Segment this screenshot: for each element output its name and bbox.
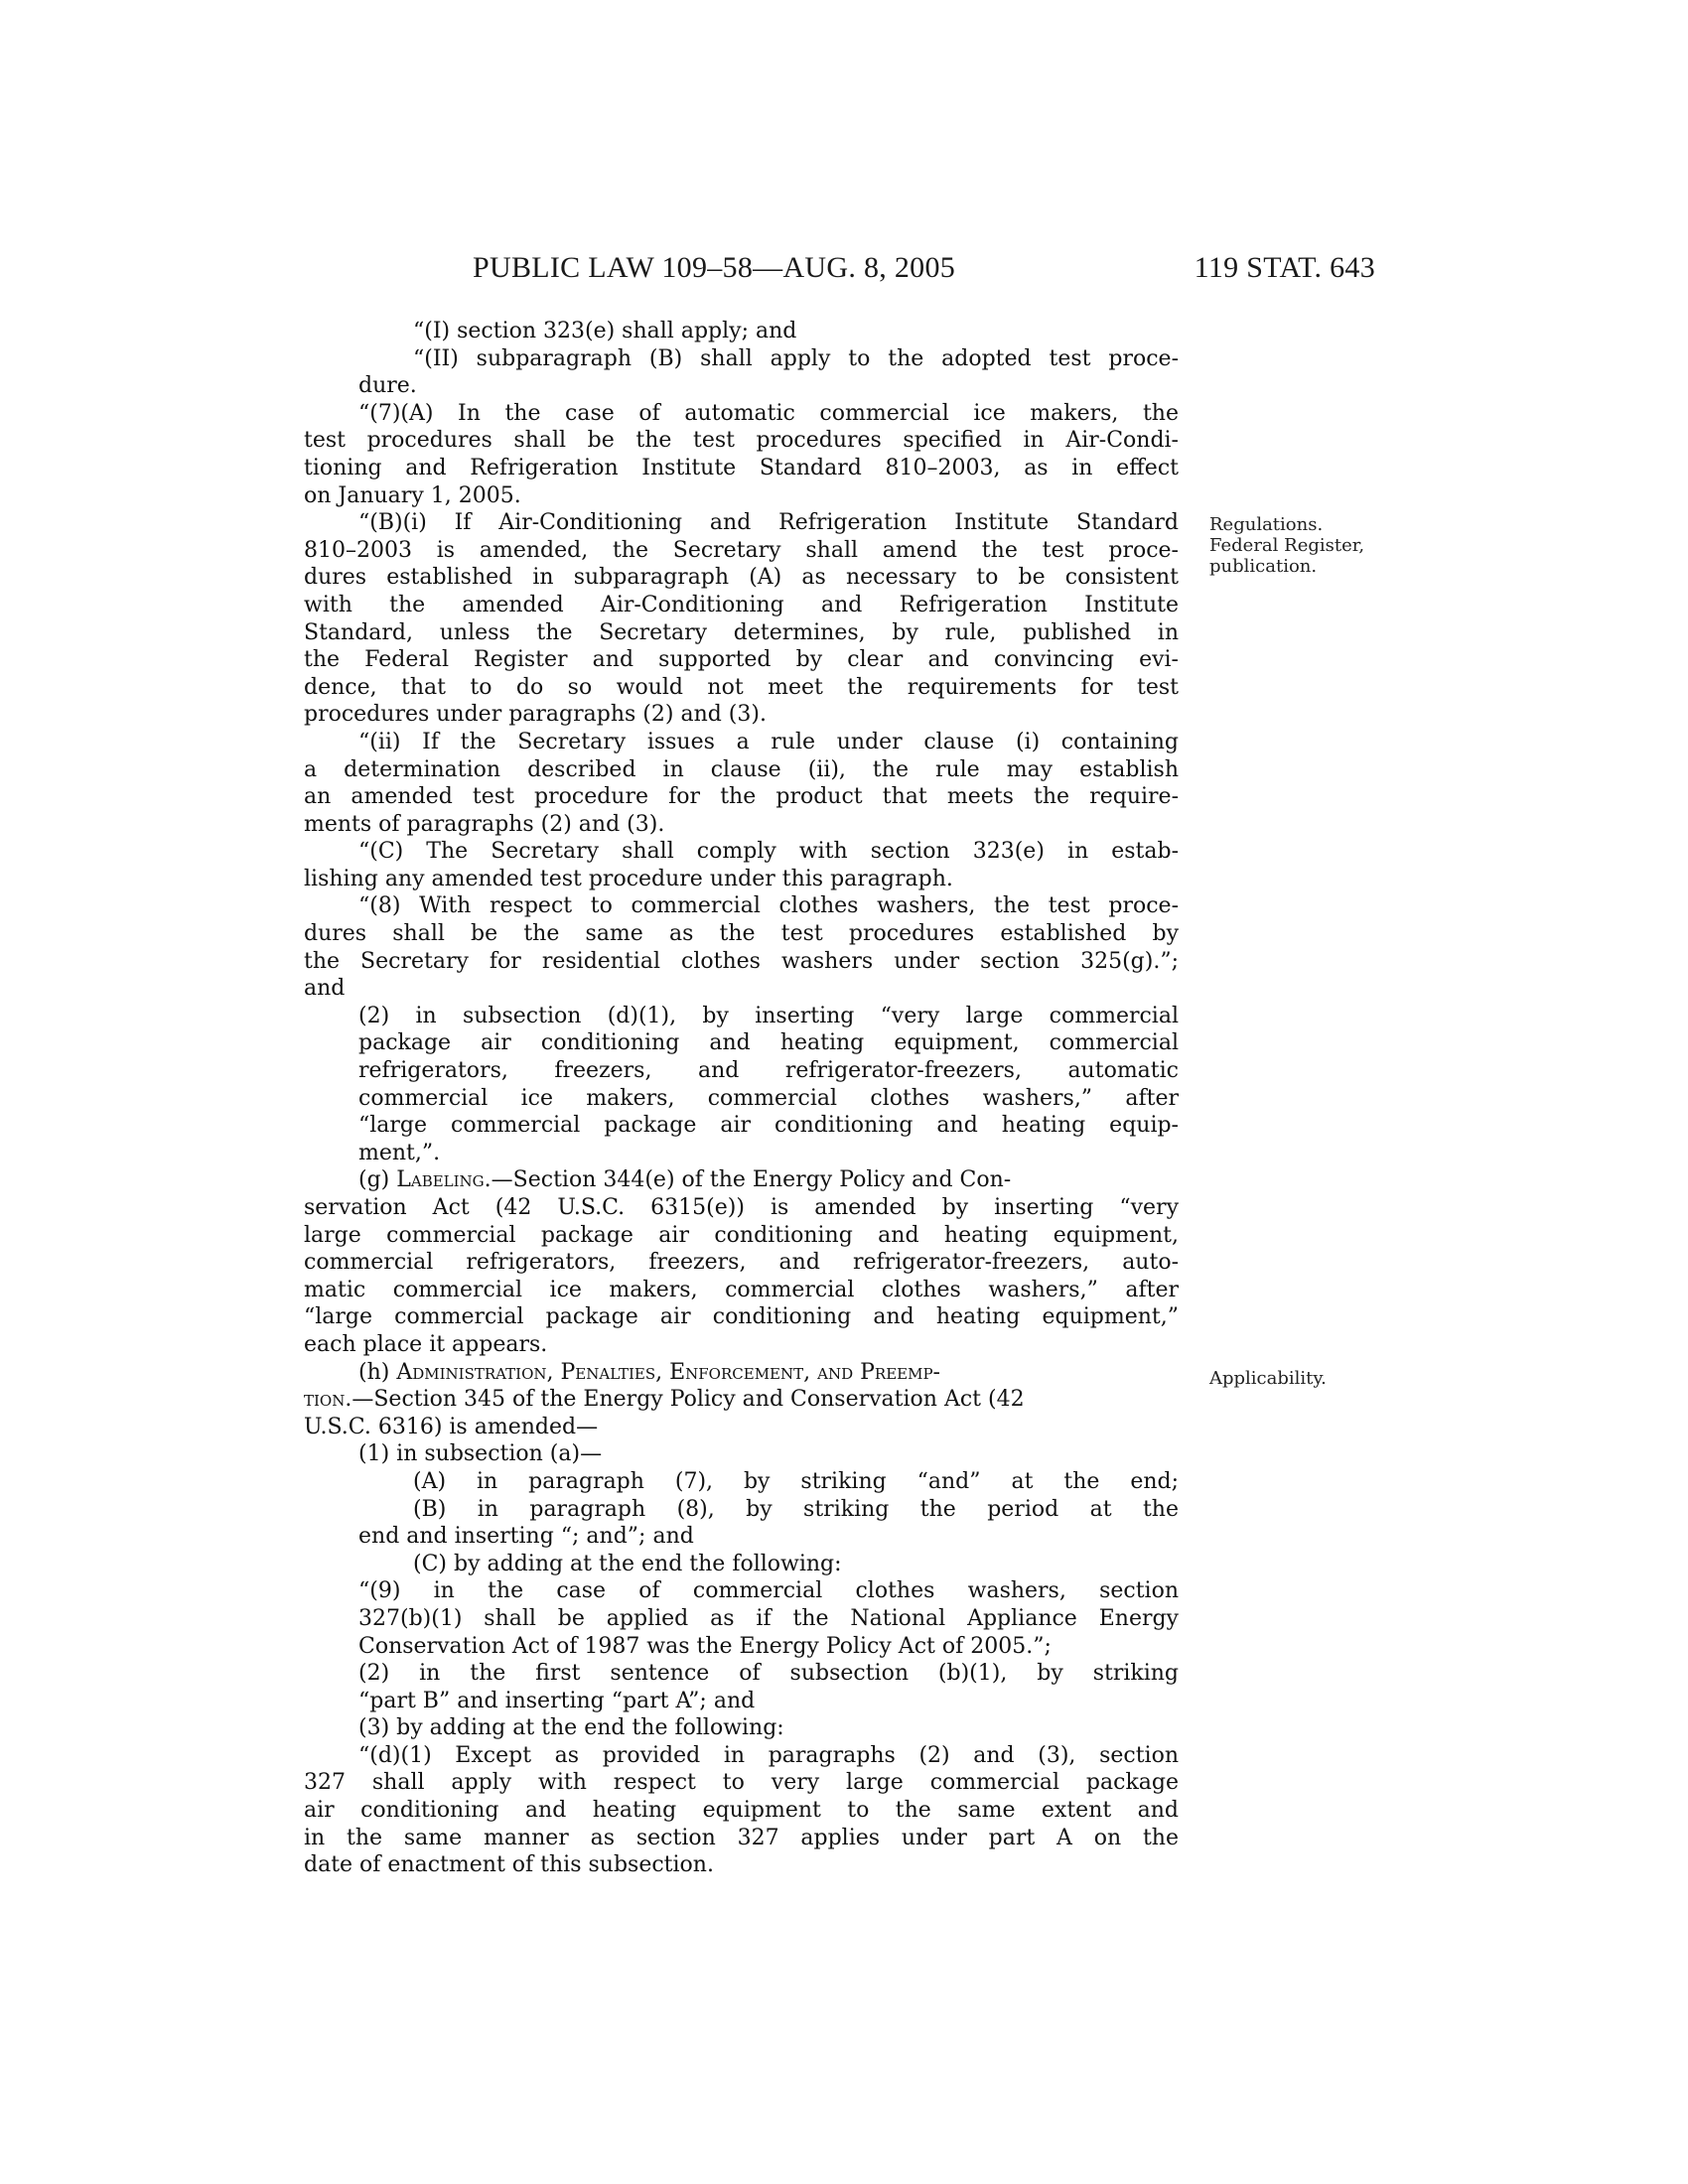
text-line: (2) in subsection (d)(1), by inserting “very large commercial bbox=[358, 1003, 1179, 1028]
subsection-h-heading-line bbox=[358, 1359, 1179, 1387]
text-line: dence, that to do so would not meet the requirements for test bbox=[304, 674, 1179, 700]
subsection-heading: Administration, Penalties, Enforcement, and Preemp- bbox=[396, 1359, 940, 1385]
running-title: PUBLIC LAW 109–58—AUG. 8, 2005 bbox=[473, 251, 956, 284]
text-fragment: .—Section 344(e) of the Energy Policy and Con- bbox=[484, 1167, 1012, 1193]
subsection-h-heading-line-2 bbox=[304, 1386, 1179, 1414]
text-line: (2) in the first sentence of subsection (b)(1), by striking bbox=[358, 1661, 1179, 1687]
subsection-g-heading-line bbox=[358, 1166, 1179, 1194]
margin-note-line: publication. bbox=[1209, 556, 1318, 577]
text-line: dures established in subparagraph (A) as necessary to be consistent bbox=[304, 565, 1179, 591]
text-fragment: .—Section 345 of the Energy Policy and Conservation Act (42 bbox=[345, 1387, 1025, 1413]
text-line: large commercial package air conditioning and heating equipment, bbox=[304, 1222, 1179, 1248]
text-line: “(I) section 323(e) shall apply; and bbox=[413, 319, 797, 343]
text-line: 810–2003 is amended, the Secretary shall amend the test proce- bbox=[304, 537, 1179, 563]
text-line: U.S.C. 6316) is amended— bbox=[304, 1414, 599, 1439]
margin-note-line: Regulations. bbox=[1209, 514, 1324, 535]
text-line: (3) by adding at the end the following: bbox=[358, 1715, 784, 1741]
text-line: 327 shall apply with respect to very large commercial package bbox=[304, 1770, 1179, 1796]
text-line: the Secretary for residential clothes washers under section 325(g).”; bbox=[304, 948, 1179, 974]
text-fragment: (h) bbox=[358, 1359, 397, 1385]
text-line: refrigerators, freezers, and refrigerator-freezers, automatic bbox=[358, 1058, 1179, 1084]
page-header bbox=[298, 251, 1375, 295]
text-line: “(d)(1) Except as provided in paragraphs (2) and (3), section bbox=[358, 1742, 1179, 1768]
text-line: the Federal Register and supported by clear and convincing evi- bbox=[304, 647, 1179, 673]
text-line: “large commercial package air conditioning and heating equip- bbox=[358, 1113, 1179, 1139]
margin-note-applicability bbox=[1209, 1368, 1327, 1389]
text-line: 327(b)(1) shall be applied as if the National Appliance Energy bbox=[358, 1605, 1179, 1631]
text-line: “(7)(A) In the case of automatic commercial ice makers, the bbox=[358, 400, 1179, 426]
text-line: with the amended Air-Conditioning and Refrigeration Institute bbox=[304, 592, 1179, 617]
text-line: each place it appears. bbox=[304, 1331, 548, 1357]
text-line: on January 1, 2005. bbox=[304, 482, 521, 508]
text-line: “large commercial package air conditioning and heating equipment,” bbox=[304, 1304, 1179, 1330]
text-line: Standard, unless the Secretary determines, by rule, published in bbox=[304, 619, 1179, 645]
text-line: “(II) subparagraph (B) shall apply to the adopted test proce- bbox=[413, 345, 1179, 371]
text-line: and bbox=[304, 976, 346, 1002]
margin-note-regulations bbox=[1209, 514, 1364, 577]
text-line: Conservation Act of 1987 was the Energy Policy Act of 2005.”; bbox=[358, 1633, 1052, 1659]
text-line: “(9) in the case of commercial clothes washers, section bbox=[358, 1578, 1179, 1604]
text-line: ments of paragraphs (2) and (3). bbox=[304, 811, 665, 837]
text-line: end and inserting “; and”; and bbox=[358, 1524, 694, 1550]
text-line: in the same manner as section 327 applies under part A on the bbox=[304, 1825, 1179, 1850]
text-line: “part B” and inserting “part A”; and bbox=[358, 1688, 756, 1713]
text-line: matic commercial ice makers, commercial clothes washers,” after bbox=[304, 1277, 1179, 1302]
text-line: a determination described in clause (ii), the rule may establish bbox=[304, 756, 1179, 782]
text-line: commercial ice makers, commercial clothes washers,” after bbox=[358, 1085, 1179, 1111]
text-line: tioning and Refrigeration Institute Standard 810–2003, as in effect bbox=[304, 455, 1179, 480]
text-line: procedures under paragraphs (2) and (3). bbox=[304, 702, 767, 728]
text-line: dures shall be the same as the test procedures established by bbox=[304, 921, 1179, 947]
subsection-heading: tion bbox=[304, 1387, 346, 1413]
text-fragment: (g) bbox=[358, 1167, 397, 1193]
text-line: an amended test procedure for the product that meets the require- bbox=[304, 784, 1179, 810]
statute-page-number: 119 STAT. 643 bbox=[1194, 251, 1375, 284]
text-line: “(C) The Secretary shall comply with section 323(e) in estab- bbox=[358, 839, 1179, 865]
text-line: “(8) With respect to commercial clothes washers, the test proce- bbox=[358, 893, 1179, 919]
text-line: servation Act (42 U.S.C. 6315(e)) is amended by inserting “very bbox=[304, 1195, 1179, 1220]
text-line: air conditioning and heating equipment to the same extent and bbox=[304, 1798, 1179, 1824]
text-line: date of enactment of this subsection. bbox=[304, 1852, 714, 1878]
text-line: (1) in subsection (a)— bbox=[358, 1441, 603, 1467]
text-line: (B) in paragraph (8), by striking the period at the bbox=[413, 1496, 1179, 1522]
text-line: test procedures shall be the test procedures specified in Air-Condi- bbox=[304, 428, 1179, 454]
subsection-heading: Labeling bbox=[396, 1167, 485, 1193]
text-line: package air conditioning and heating equipment, commercial bbox=[358, 1030, 1179, 1056]
text-line: commercial refrigerators, freezers, and refrigerator-freezers, auto- bbox=[304, 1250, 1179, 1276]
text-line: “(B)(i) If Air-Conditioning and Refrigeration Institute Standard bbox=[358, 510, 1179, 536]
text-line: (A) in paragraph (7), by striking “and” at the end; bbox=[413, 1468, 1179, 1494]
body-text bbox=[304, 318, 1179, 1879]
margin-note-line: Federal Register, bbox=[1209, 535, 1365, 556]
text-line: “(ii) If the Secretary issues a rule under clause (i) containing bbox=[358, 729, 1179, 754]
text-line: ment,”. bbox=[358, 1140, 441, 1165]
margin-note-line: Applicability. bbox=[1209, 1368, 1327, 1389]
text-line: dure. bbox=[358, 373, 417, 399]
text-line: (C) by adding at the end the following: bbox=[413, 1551, 842, 1576]
text-line: lishing any amended test procedure under this paragraph. bbox=[304, 866, 953, 891]
